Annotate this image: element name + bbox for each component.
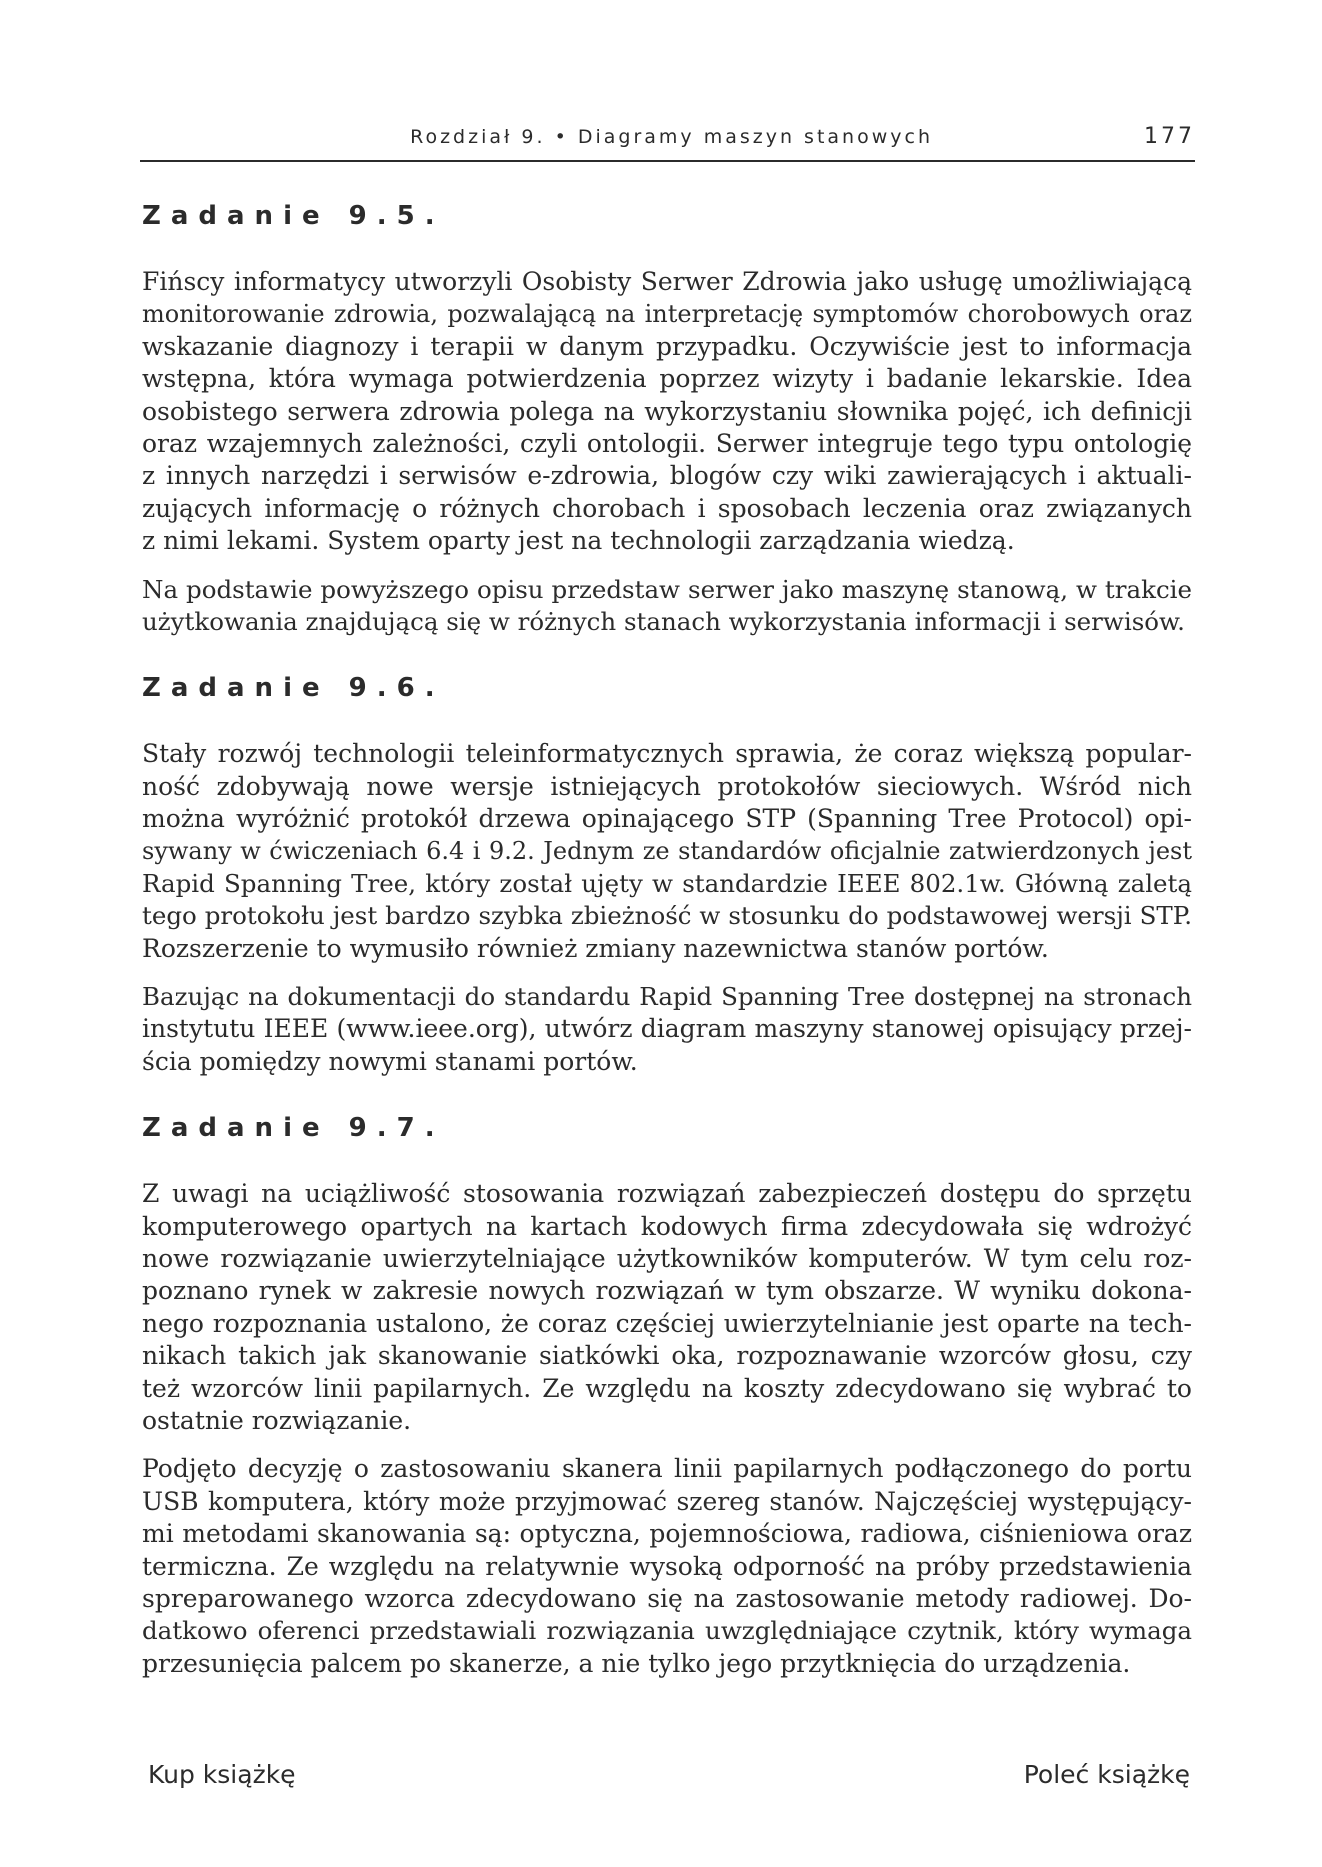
text-line: Rozszerzenie to wymusiło również zmiany nazewnictwa stanów portów. [142, 933, 1049, 963]
text-line: użytkowania znajdującą się w różnych stanach wykorzystania informacji i serwisów. [142, 606, 1185, 636]
text-line: termiczna. Ze względu na relatywnie wysoką odporność na próby przedstawienia [142, 1551, 1192, 1581]
text-line: Podjęto decyzję o zastosowaniu skanera linii papilarnych podłączonego do portu [142, 1454, 1192, 1484]
paragraph [142, 1178, 1192, 1437]
text-line: mi metodami skanowania są: optyczna, pojemnościowa, radiowa, ciśnieniowa oraz [142, 1519, 1192, 1549]
task-heading: Zadanie 9.7. [142, 1113, 445, 1144]
text-line: sywany w ćwiczeniach 6.4 i 9.2. Jednym ze standardów oficjalnie zatwierdzonych jest [142, 837, 1192, 866]
text-line: USB komputera, który może przyjmować szereg stanów. Najczęściej występujący- [142, 1486, 1192, 1516]
text-line: wskazanie diagnozy i terapii w danym przypadku. Oczywiście jest to informacja [142, 331, 1192, 361]
text-line: nowe rozwiązanie uwierzytelniające użytkowników komputerów. W tym celu roz- [142, 1243, 1192, 1273]
text-line: Bazując na dokumentacji do standardu Rapid Spanning Tree dostępnej na stronach [142, 982, 1192, 1012]
text-line: osobistego serwera zdrowia polega na wykorzystaniu słownika pojęć, ich definicji [142, 396, 1192, 426]
text-line: komputerowego opartych na kartach kodowych firma zdecydowała się wdrożyć [142, 1211, 1192, 1241]
text-line: ność zdobywają nowe wersje istniejących protokołów sieciowych. Wśród nich [142, 771, 1192, 801]
text-line: nego rozpoznania ustalono, że coraz częściej uwierzytelnianie jest oparte na tech- [142, 1308, 1192, 1338]
text-line: spreparowanego wzorca zdecydowano się na zastosowanie metody radiowej. Do- [142, 1583, 1192, 1613]
paragraph [142, 266, 1192, 558]
page-content [142, 196, 1192, 1710]
text-line: też wzorców linii papilarnych. Ze względu na koszty zdecydowano się wybrać to [142, 1373, 1192, 1403]
task-section [142, 1108, 1192, 1680]
text-line: można wyróżnić protokół drzewa opinającego STP (Spanning Tree Protocol) opi- [142, 804, 1192, 834]
paragraph [142, 574, 1192, 639]
text-line: nikach takich jak skanowanie siatkówki oka, rozpoznawanie wzorców głosu, czy [142, 1341, 1192, 1371]
text-line: Rapid Spanning Tree, który został ujęty w standardzie IEEE 802.1w. Główną zaletą [142, 868, 1192, 898]
text-line: datkowo oferenci przedstawiali rozwiązania uwzględniające czytnik, który wymaga [142, 1616, 1192, 1646]
text-line: Fińscy informatycy utworzyli Osobisty Serwer Zdrowia jako usługę umożliwiającą [142, 267, 1192, 296]
text-line: z nimi lekami. System oparty jest na technologii zarządzania wiedzą. [142, 526, 1015, 556]
text-line: Z uwagi na uciążliwość stosowania rozwiązań zabezpieczeń dostępu do sprzętu [142, 1179, 1192, 1209]
text-line: ostatnie rozwiązanie. [142, 1405, 412, 1435]
text-line: monitorowanie zdrowia, pozwalającą na interpretację symptomów chorobowych oraz [142, 300, 1192, 329]
text-line: instytutu IEEE (www.ieee.org), utwórz diagram maszyny stanowej opisujący przej- [142, 1014, 1192, 1044]
chapter-title: Rozdział 9. • Diagramy maszyn stanowych [410, 126, 933, 148]
page-number: 177 [1144, 124, 1195, 149]
text-line: Stały rozwój technologii teleinformatycznych sprawia, że coraz większą popular- [142, 739, 1192, 769]
text-line: oraz wzajemnych zależności, czyli ontologii. Serwer integruje tego typu ontologię [142, 428, 1192, 458]
task-section [142, 196, 1192, 638]
task-section [142, 668, 1192, 1078]
text-line: poznano rynek w zakresie nowych rozwiązań w tym obszarze. W wyniku dokona- [142, 1276, 1192, 1306]
text-line: ścia pomiędzy nowymi stanami portów. [142, 1046, 638, 1076]
paragraph [142, 738, 1192, 965]
text-line: z innych narzędzi i serwisów e-zdrowia, blogów czy wiki zawierających i aktuali- [142, 461, 1192, 491]
running-header [140, 126, 1195, 162]
buy-book-link[interactable]: Kup książkę [148, 1760, 296, 1789]
task-heading: Zadanie 9.6. [142, 673, 445, 704]
task-heading: Zadanie 9.5. [142, 201, 445, 231]
paragraph [142, 1453, 1192, 1680]
paragraph [142, 981, 1192, 1078]
recommend-book-link[interactable]: Poleć książkę [1023, 1760, 1190, 1789]
text-line: przesunięcia palcem po skanerze, a nie tylko jego przytknięcia do urządzenia. [142, 1648, 1131, 1678]
text-line: tego protokołu jest bardzo szybka zbieżność w stosunku do podstawowej wersji STP. [142, 901, 1192, 931]
text-line: wstępna, która wymaga potwierdzenia poprzez wizyty i badanie lekarskie. Idea [142, 364, 1192, 394]
text-line: Na podstawie powyższego opisu przedstaw serwer jako maszynę stanową, w trakcie [142, 574, 1192, 604]
text-line: zujących informację o różnych chorobach i sposobach leczenia oraz związanych [142, 493, 1192, 523]
